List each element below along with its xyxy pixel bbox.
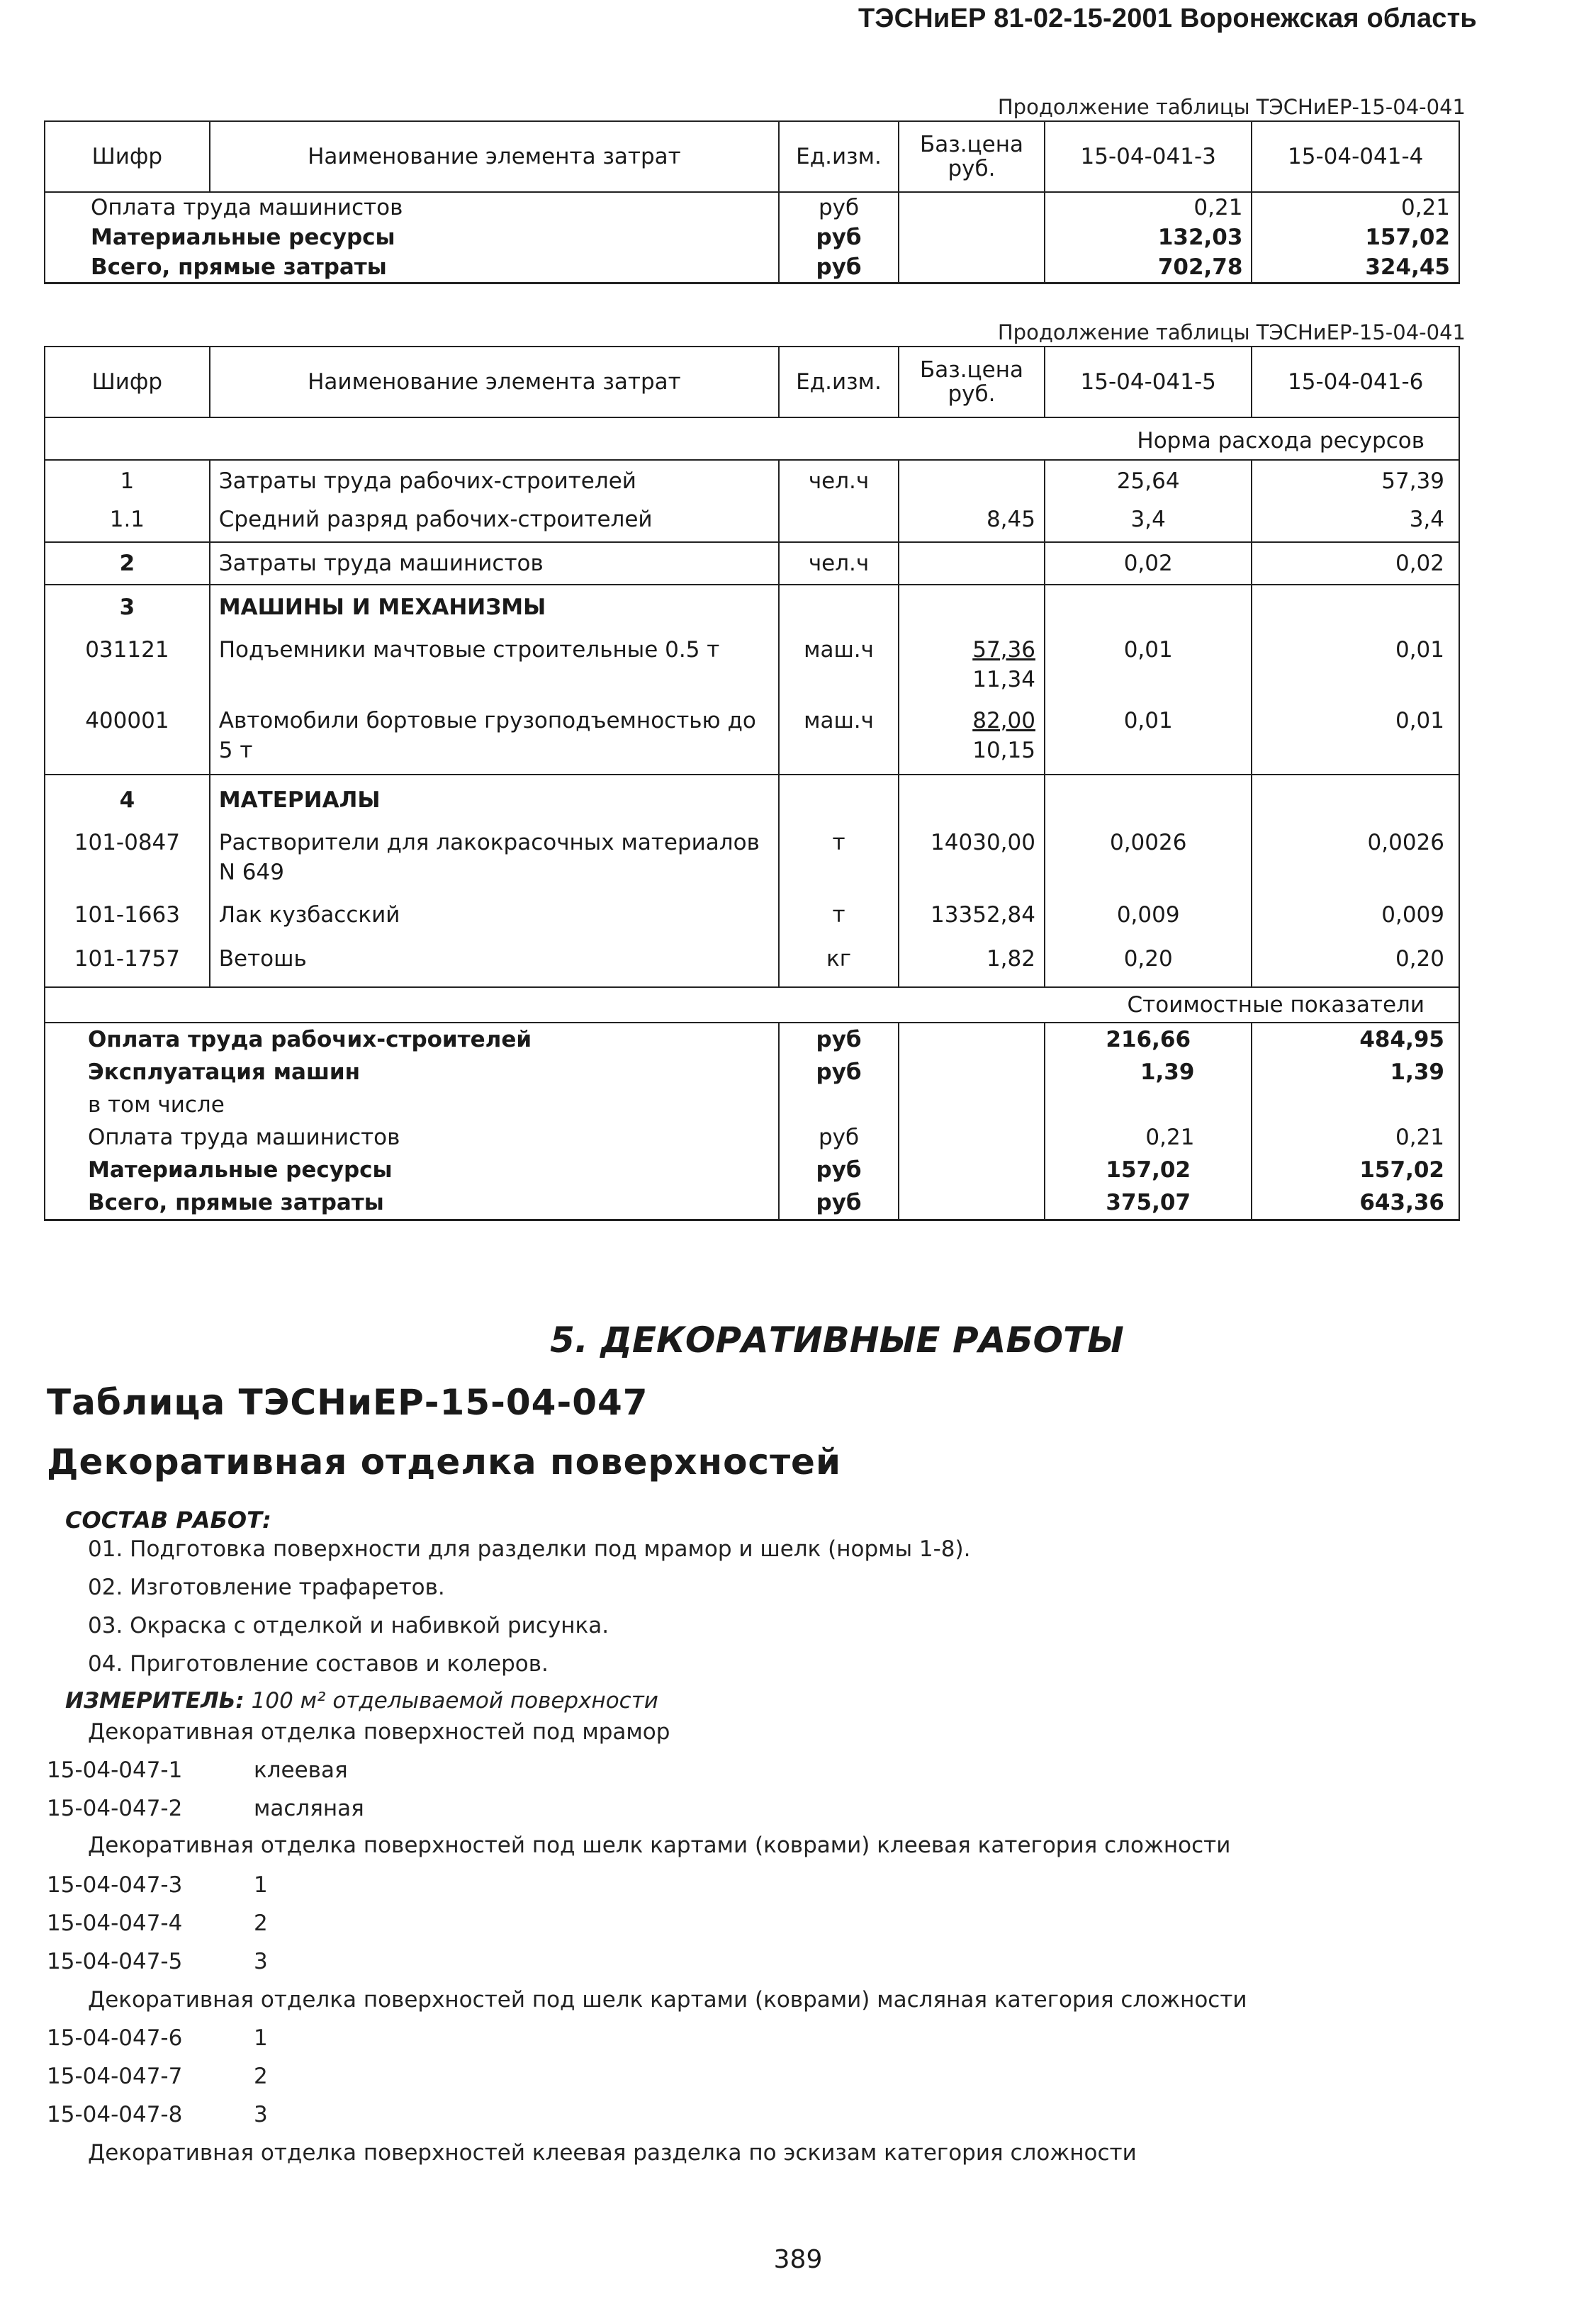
meter-line bbox=[65, 1687, 658, 1715]
row-name: Растворители для лакокрасочных материалов N 649 bbox=[210, 815, 779, 900]
item-line bbox=[47, 1871, 268, 1899]
row-unit: руб bbox=[779, 223, 899, 252]
table-row bbox=[45, 223, 1459, 252]
row-value: 0,009 bbox=[1252, 900, 1459, 944]
row-name: Материальные ресурсы bbox=[45, 223, 779, 252]
row-unit: руб bbox=[779, 252, 899, 283]
row-price: 1,82 bbox=[899, 944, 1045, 987]
row-value: 0,0026 bbox=[1252, 815, 1459, 900]
norm-header-row bbox=[45, 417, 1459, 460]
table2-caption: Продолжение таблицы ТЭСНиЕР-15-04-041 bbox=[997, 320, 1466, 344]
row-code: 101-1663 bbox=[45, 900, 210, 944]
row-value: 0,20 bbox=[1045, 944, 1252, 987]
row-value: 0,02 bbox=[1252, 542, 1459, 585]
row-value: 0,01 bbox=[1045, 622, 1252, 706]
row-price-2: 11,34 bbox=[972, 667, 1035, 692]
group-line: Декоративная отделка поверхностей под шелк картами (коврами) масляная категория сложности bbox=[88, 1987, 1247, 2013]
works-label: СОСТАВ РАБОТ: bbox=[65, 1507, 271, 1534]
row-value: 3,4 bbox=[1045, 496, 1252, 542]
table-row bbox=[45, 944, 1459, 987]
col-header: Ед.изм. bbox=[779, 347, 899, 417]
item-code: 15-04-047-4 bbox=[47, 1911, 183, 1936]
cost-row bbox=[45, 1023, 1459, 1056]
item-line bbox=[47, 2100, 268, 2129]
row-unit: руб bbox=[779, 1023, 899, 1056]
row-price: 14030,00 bbox=[899, 815, 1045, 900]
row-value: 0,0026 bbox=[1045, 815, 1252, 900]
cost-row bbox=[45, 1056, 1459, 1089]
col-header: Шифр bbox=[45, 347, 210, 417]
item-code: 15-04-047-2 bbox=[47, 1796, 183, 1821]
row-value: 324,45 bbox=[1252, 252, 1459, 283]
row-name: Затраты труда рабочих-строителей bbox=[210, 460, 779, 496]
item-code: 15-04-047-5 bbox=[47, 1949, 183, 1974]
row-value: 0,20 bbox=[1252, 944, 1459, 987]
row-value: 3,4 bbox=[1252, 496, 1459, 542]
row-code: 4 bbox=[45, 775, 210, 815]
norm-header: Норма расхода ресурсов bbox=[45, 417, 1459, 460]
item-line bbox=[47, 2024, 268, 2052]
table1-caption: Продолжение таблицы ТЭСНиЕР-15-04-041 bbox=[997, 95, 1466, 119]
row-price: 13352,84 bbox=[899, 900, 1045, 944]
work-item: 04. Приготовление составов и колеров. bbox=[88, 1651, 549, 1677]
row-value: 0,009 bbox=[1045, 900, 1252, 944]
row-price: 8,45 bbox=[899, 496, 1045, 542]
row-value: 157,02 bbox=[1252, 223, 1459, 252]
item-code: 15-04-047-1 bbox=[47, 1757, 183, 1783]
col-header: 15-04-041-6 bbox=[1252, 347, 1459, 417]
col-header: Баз.цена руб. bbox=[899, 121, 1045, 192]
row-name: Всего, прямые затраты bbox=[45, 1186, 779, 1220]
row-code: 3 bbox=[45, 585, 210, 622]
table-row bbox=[45, 585, 1459, 622]
item-text: 1 bbox=[254, 2025, 268, 2051]
row-value: 0,01 bbox=[1252, 706, 1459, 775]
row-value: 0,01 bbox=[1252, 622, 1459, 706]
row-value: 0,01 bbox=[1045, 706, 1252, 775]
row-price-2: 10,15 bbox=[972, 738, 1035, 763]
cost-row bbox=[45, 1121, 1459, 1154]
row-value: 0,21 bbox=[1045, 1121, 1252, 1154]
table-row bbox=[45, 900, 1459, 944]
table-row bbox=[45, 252, 1459, 283]
row-name: Ветошь bbox=[210, 944, 779, 987]
row-code: 1 bbox=[45, 460, 210, 496]
row-value: 643,36 bbox=[1252, 1186, 1459, 1220]
row-unit: чел.ч bbox=[779, 460, 899, 496]
row-unit: руб bbox=[779, 1056, 899, 1089]
row-value: 0,02 bbox=[1045, 542, 1252, 585]
row-name: Средний разряд рабочих-строителей bbox=[210, 496, 779, 542]
item-code: 15-04-047-3 bbox=[47, 1872, 183, 1898]
group-line: Декоративная отделка поверхностей под мрамор bbox=[88, 1719, 670, 1745]
table-row bbox=[45, 622, 1459, 706]
meter-value: 100 м² отделываемой поверхности bbox=[251, 1688, 658, 1714]
item-text: 3 bbox=[254, 1949, 268, 1974]
item-text: 3 bbox=[254, 2102, 268, 2127]
item-text: 2 bbox=[254, 2064, 268, 2089]
col-header: 15-04-041-4 bbox=[1252, 121, 1459, 192]
row-value: 25,64 bbox=[1045, 460, 1252, 496]
row-value: 216,66 bbox=[1045, 1023, 1252, 1056]
row-value: 702,78 bbox=[1045, 252, 1252, 283]
row-name: Эксплуатация машин bbox=[45, 1056, 779, 1089]
row-code: 031121 bbox=[45, 622, 210, 706]
table1 bbox=[44, 120, 1460, 284]
row-code: 2 bbox=[45, 542, 210, 585]
row-value: 132,03 bbox=[1045, 223, 1252, 252]
item-line bbox=[47, 1794, 364, 1823]
item-code: 15-04-047-8 bbox=[47, 2102, 183, 2127]
row-value: 57,39 bbox=[1252, 460, 1459, 496]
row-value: 157,02 bbox=[1045, 1154, 1252, 1186]
row-price bbox=[899, 542, 1045, 585]
row-value: 0,21 bbox=[1045, 192, 1252, 223]
row-price bbox=[899, 460, 1045, 496]
row-name: МАШИНЫ И МЕХАНИЗМЫ bbox=[210, 585, 779, 622]
row-code: 101-0847 bbox=[45, 815, 210, 900]
cost-header: Стоимостные показатели bbox=[45, 987, 1459, 1023]
row-value: 157,02 bbox=[1252, 1154, 1459, 1186]
col-header: Наименование элемента затрат bbox=[210, 121, 779, 192]
row-name: Материальные ресурсы bbox=[45, 1154, 779, 1186]
section-title: 5. ДЕКОРАТИВНЫЕ РАБОТЫ bbox=[550, 1320, 1124, 1361]
table-row bbox=[45, 542, 1459, 585]
row-name: в том числе bbox=[45, 1089, 779, 1121]
work-item: 03. Окраска с отделкой и набивкой рисунка. bbox=[88, 1613, 609, 1638]
row-unit: руб bbox=[779, 1121, 899, 1154]
table2 bbox=[44, 346, 1460, 1221]
table-row bbox=[45, 192, 1459, 223]
table-title: Таблица ТЭСНиЕР-15-04-047 bbox=[47, 1382, 648, 1423]
table-row bbox=[45, 815, 1459, 900]
cost-header-row bbox=[45, 987, 1459, 1023]
item-text: масляная bbox=[254, 1796, 364, 1821]
item-line bbox=[47, 2062, 268, 2091]
row-name: Подъемники мачтовые строительные 0.5 т bbox=[210, 622, 779, 706]
item-line bbox=[47, 1756, 348, 1784]
row-name: Всего, прямые затраты bbox=[45, 252, 779, 283]
group-line: Декоративная отделка поверхностей клеевая разделка по эскизам категория сложности bbox=[88, 2140, 1137, 2166]
col-header: Наименование элемента затрат bbox=[210, 347, 779, 417]
row-value: 484,95 bbox=[1252, 1023, 1459, 1056]
row-name: Затраты труда машинистов bbox=[210, 542, 779, 585]
work-item: 02. Изготовление трафаретов. bbox=[88, 1575, 445, 1600]
row-unit: руб bbox=[779, 1186, 899, 1220]
table-subtitle: Декоративная отделка поверхностей bbox=[47, 1441, 841, 1483]
row-unit: маш.ч bbox=[779, 622, 899, 706]
col-header: 15-04-041-3 bbox=[1045, 121, 1252, 192]
page-header: ТЭСНиЕР 81-02-15-2001 Воронежская область bbox=[858, 4, 1477, 33]
item-line bbox=[47, 1947, 268, 1976]
row-unit bbox=[779, 496, 899, 542]
table-row bbox=[45, 496, 1459, 542]
row-name: МАТЕРИАЛЫ bbox=[210, 775, 779, 815]
row-unit: маш.ч bbox=[779, 706, 899, 775]
row-unit: кг bbox=[779, 944, 899, 987]
item-text: клеевая bbox=[254, 1757, 348, 1783]
row-price: 57,36 bbox=[972, 637, 1035, 663]
work-item: 01. Подготовка поверхности для разделки под мрамор и шелк (нормы 1-8). bbox=[88, 1536, 971, 1562]
row-unit: руб bbox=[779, 192, 899, 223]
row-value: 1,39 bbox=[1252, 1056, 1459, 1089]
cost-row bbox=[45, 1154, 1459, 1186]
item-code: 15-04-047-6 bbox=[47, 2025, 183, 2051]
col-header: Ед.изм. bbox=[779, 121, 899, 192]
col-header: Баз.цена руб. bbox=[899, 347, 1045, 417]
page-number: 389 bbox=[773, 2245, 823, 2274]
row-name: Лак кузбасский bbox=[210, 900, 779, 944]
table-row bbox=[45, 460, 1459, 496]
row-price: 82,00 bbox=[972, 708, 1035, 733]
item-line bbox=[47, 1909, 268, 1937]
row-name: Оплата труда рабочих-строителей bbox=[45, 1023, 779, 1056]
cost-row bbox=[45, 1089, 1459, 1121]
col-header: Шифр bbox=[45, 121, 210, 192]
row-value: 375,07 bbox=[1045, 1186, 1252, 1220]
table1-header-row bbox=[45, 121, 1459, 192]
table-row bbox=[45, 706, 1459, 775]
item-code: 15-04-047-7 bbox=[47, 2064, 183, 2089]
row-name: Оплата труда машинистов bbox=[45, 1121, 779, 1154]
item-text: 1 bbox=[254, 1872, 268, 1898]
row-code: 400001 bbox=[45, 706, 210, 775]
item-text: 2 bbox=[254, 1911, 268, 1936]
row-value: 0,21 bbox=[1252, 1121, 1459, 1154]
row-value: 0,21 bbox=[1252, 192, 1459, 223]
row-name: Оплата труда машинистов bbox=[45, 192, 779, 223]
row-unit: чел.ч bbox=[779, 542, 899, 585]
row-name: Автомобили бортовые грузоподъемностью до 5 т bbox=[210, 706, 779, 775]
group-line: Декоративная отделка поверхностей под шелк картами (коврами) клеевая категория сложности bbox=[88, 1833, 1231, 1858]
table2-header-row bbox=[45, 347, 1459, 417]
table-row bbox=[45, 775, 1459, 815]
col-header: 15-04-041-5 bbox=[1045, 347, 1252, 417]
row-code: 1.1 bbox=[45, 496, 210, 542]
row-unit: т bbox=[779, 815, 899, 900]
row-unit: т bbox=[779, 900, 899, 944]
row-code: 101-1757 bbox=[45, 944, 210, 987]
meter-label: ИЗМЕРИТЕЛЬ: bbox=[65, 1688, 245, 1714]
cost-row bbox=[45, 1186, 1459, 1220]
row-value: 1,39 bbox=[1045, 1056, 1252, 1089]
row-unit: руб bbox=[779, 1154, 899, 1186]
